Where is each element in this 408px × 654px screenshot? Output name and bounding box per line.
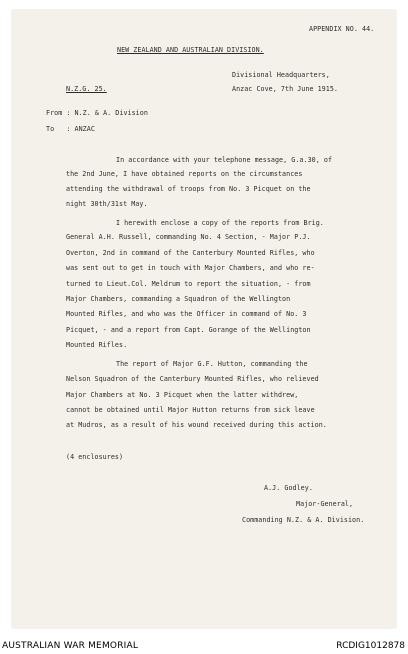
body-line: I herewith enclose a copy of the reports from Brig. <box>116 219 324 227</box>
hq-line-2: Anzac Cove, 7th June 1915. <box>232 85 338 93</box>
body-line: Overton, 2nd in command of the Canterbury Mounted Rifles, who <box>66 249 315 257</box>
body-line: attending the withdrawal of troops from No. 3 Picquet on the <box>66 185 311 193</box>
footer-record-id: RCDIG1012878 <box>336 641 405 651</box>
from-line: From : N.Z. & A. Division <box>46 109 148 117</box>
body-line: Major Chambers at No. 3 Picquet when the latter withdrew, <box>66 391 299 399</box>
body-line: Mounted Rifles, and who was the Officer in command of No. 3 <box>66 310 307 318</box>
body-line: Major Chambers, commanding a Squadron of the Wellington <box>66 295 291 303</box>
document-page <box>12 10 396 628</box>
body-line: night 30th/31st May. <box>66 200 148 208</box>
to-line: To : ANZAC <box>46 125 95 133</box>
reference-number: N.Z.G. 25. <box>66 85 107 93</box>
appendix-number: APPENDIX NO. 44. <box>309 25 375 33</box>
body-line: Picquet, - and a report from Capt. Gorange of the Wellington <box>66 326 311 334</box>
body-line: In accordance with your telephone message, G.a.30, of <box>116 156 333 164</box>
body-line: The report of Major G.F. Hutton, commanding the <box>116 360 308 368</box>
signature-title: Commanding N.Z. & A. Division. <box>242 516 365 524</box>
body-line: turned to Lieut.Col. Meldrum to report the situation, - from <box>66 280 311 288</box>
footer-source: AUSTRALIAN WAR MEMORIAL <box>2 641 139 651</box>
body-line: at Mudros, as a result of his wound received during this action. <box>66 421 327 429</box>
signature-name: A.J. Godley. <box>264 484 313 492</box>
body-line: Nelson Squadron of the Canterbury Mounted Rifles, who relieved <box>66 375 319 383</box>
signature-rank: Major-General, <box>296 500 354 508</box>
hq-line-1: Divisional Headquarters, <box>232 71 330 79</box>
body-line: was sent out to get in touch with Major Chambers, and who re- <box>66 264 315 272</box>
body-line: Mounted Rifles. <box>66 341 128 349</box>
enclosures-note: (4 enclosures) <box>66 453 124 461</box>
division-heading: NEW ZEALAND AND AUSTRALIAN DIVISION. <box>117 46 264 54</box>
body-line: General A.H. Russell, commanding No. 4 Section, - Major P.J. <box>66 233 311 241</box>
body-line: cannot be obtained until Major Hutton returns from sick leave <box>66 406 315 414</box>
body-line: the 2nd June, I have obtained reports on the circumstances <box>66 170 303 178</box>
